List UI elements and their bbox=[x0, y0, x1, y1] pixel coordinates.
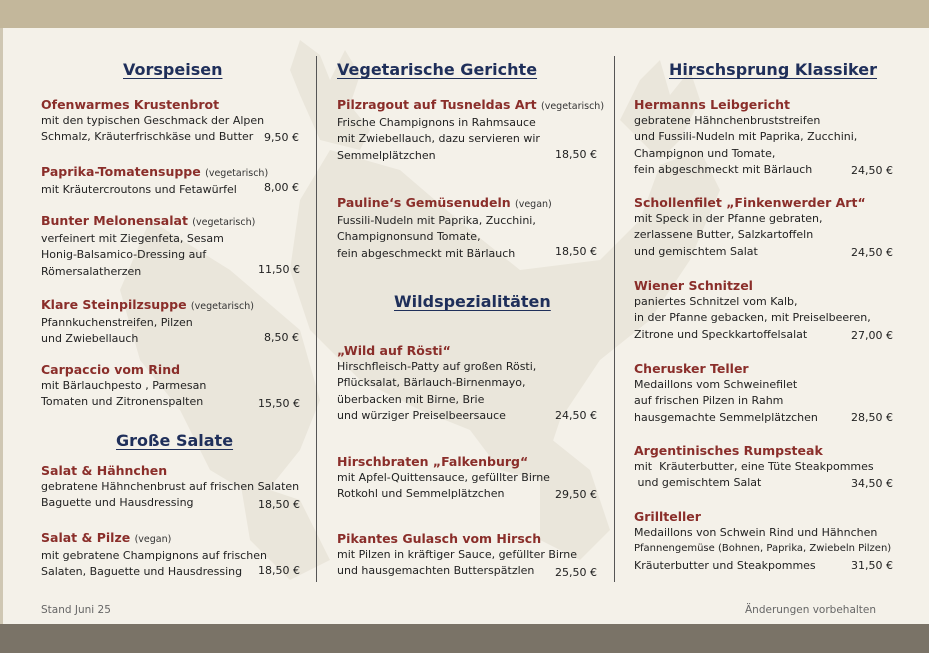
item-name: Bunter Melonensalat bbox=[41, 213, 188, 228]
item-desc: paniertes Schnitzel vom Kalb, bbox=[634, 295, 798, 308]
item-desc: Hirschfleisch-Patty auf großen Rösti, bbox=[337, 360, 537, 373]
item-price: 9,50 € bbox=[264, 131, 299, 144]
item-desc: und gemischtem Salat bbox=[634, 476, 762, 490]
item-desc: mit Kräutercroutons und Fetawürfel bbox=[41, 183, 237, 196]
item-name: Pikantes Gulasch vom Hirsch bbox=[337, 531, 542, 546]
item-desc: und Fussili-Nudeln mit Paprika, Zucchini, bbox=[634, 130, 858, 144]
section-title-wildspezialitaeten: Wildspezialitäten bbox=[394, 292, 551, 311]
section-title-vegetarische-gerichte: Vegetarische Gerichte bbox=[337, 60, 538, 79]
menu-item-wild-auf-roesti bbox=[337, 343, 536, 424]
section-title-klassiker: Hirschsprung Klassiker bbox=[669, 60, 877, 79]
item-desc: Champignonsund Tomate, bbox=[337, 230, 481, 244]
section-title-vorspeisen: Vorspeisen bbox=[123, 60, 223, 79]
item-desc: Fussili-Nudeln mit Paprika, Zucchini, bbox=[337, 214, 536, 227]
item-desc: Tomaten und Zitronenspalten bbox=[41, 395, 204, 409]
item-note: (vegetarisch) bbox=[205, 168, 269, 179]
item-desc: zerlassene Butter, Salzkartoffeln bbox=[634, 228, 814, 242]
item-desc: mit Apfel-Quittensauce, gefüllter Birne bbox=[337, 471, 550, 484]
item-name: Pilzragout auf Tusneldas Art bbox=[337, 97, 537, 112]
item-name: Ofenwarmes Krustenbrot bbox=[41, 97, 220, 112]
item-desc: gebratene Hähnchenbruststreifen bbox=[634, 114, 821, 127]
item-note: (vegan) bbox=[134, 534, 172, 545]
item-note: (vegetarisch) bbox=[541, 101, 605, 112]
item-desc: mit Bärlauchpesto , Parmesan bbox=[41, 379, 207, 392]
item-price: 31,50 € bbox=[851, 559, 893, 572]
menu-item-wiener-schnitzel bbox=[634, 278, 871, 343]
menu-item-rumpsteak bbox=[634, 443, 874, 492]
item-price: 27,00 € bbox=[851, 329, 893, 342]
item-desc: auf frischen Pilzen in Rahm bbox=[634, 394, 784, 408]
item-name: Klare Steinpilzsuppe bbox=[41, 297, 187, 312]
menu-item-cherusker-teller bbox=[634, 361, 818, 426]
item-price: 28,50 € bbox=[851, 411, 893, 424]
item-name: Argentinisches Rumpsteak bbox=[634, 443, 823, 458]
item-price: 29,50 € bbox=[555, 488, 597, 501]
item-desc: Zitrone und Speckkartoffelsalat bbox=[634, 327, 808, 341]
menu-item-melonensalat bbox=[41, 213, 255, 280]
item-name: Salat & Hähnchen bbox=[41, 463, 168, 478]
item-desc: Römersalatherzen bbox=[41, 264, 142, 278]
menu-item-hirschbraten bbox=[337, 454, 550, 503]
menu-item-steinpilzsuppe bbox=[41, 297, 254, 348]
item-price: 18,50 € bbox=[555, 148, 597, 161]
menu-item-schollenfilet bbox=[634, 195, 866, 260]
item-desc: Honig-Balsamico-Dressing auf bbox=[41, 248, 207, 262]
item-price: 8,50 € bbox=[264, 331, 299, 344]
menu-item-salat-pilze bbox=[41, 530, 267, 581]
column-divider-1 bbox=[316, 56, 317, 582]
item-desc: mit Speck in der Pfanne gebraten, bbox=[634, 212, 823, 225]
item-desc: in der Pfanne gebacken, mit Preiselbeeren, bbox=[634, 311, 871, 325]
item-desc: fein abgeschmeckt mit Bärlauch bbox=[337, 246, 516, 260]
item-desc: Salaten, Baguette und Hausdressing bbox=[41, 565, 243, 579]
item-desc: Pflücksalat, Bärlauch-Birnenmayo, bbox=[337, 376, 526, 390]
menu-item-carpaccio bbox=[41, 362, 206, 411]
menu-item-leibgericht bbox=[634, 97, 857, 178]
item-name: Cherusker Teller bbox=[634, 361, 749, 376]
item-price: 24,50 € bbox=[555, 409, 597, 422]
item-name: Hirschbraten „Falkenburg“ bbox=[337, 454, 529, 469]
menu-item-krustenbrot bbox=[41, 97, 264, 146]
item-desc: Kräuterbutter und Steakpommes bbox=[634, 558, 816, 572]
bottom-banner bbox=[0, 624, 929, 653]
item-name: Hermanns Leibgericht bbox=[634, 97, 790, 112]
item-desc: mit Kräuterbutter, eine Tüte Steakpommes bbox=[634, 460, 874, 473]
item-note: (vegan) bbox=[515, 199, 552, 210]
item-desc: Frische Champignons in Rahmsauce bbox=[337, 116, 536, 129]
item-name: Carpaccio vom Rind bbox=[41, 362, 181, 377]
item-desc: und hausgemachten Butterspätzlen bbox=[337, 564, 535, 578]
item-desc: Champignon und Tomate, bbox=[634, 146, 776, 160]
item-name: Grillteller bbox=[634, 509, 701, 524]
item-price: 18,50 € bbox=[555, 245, 597, 258]
item-price: 34,50 € bbox=[851, 477, 893, 490]
item-desc: und würziger Preiselbeersauce bbox=[337, 408, 506, 422]
item-name: Schollenfilet „Finkenwerder Art“ bbox=[634, 195, 866, 210]
item-desc: Rotkohl und Semmelplätzchen bbox=[337, 487, 505, 501]
item-name: Salat & Pilze bbox=[41, 530, 131, 545]
item-price: 15,50 € bbox=[258, 397, 300, 410]
item-desc: hausgemachte Semmelplätzchen bbox=[634, 410, 818, 424]
item-desc: und Zwiebellauch bbox=[41, 332, 139, 346]
item-desc: mit Pilzen in kräftiger Sauce, gefüllter Birne bbox=[337, 548, 578, 561]
item-desc: gebratene Hähnchenbrust auf frischen Salaten bbox=[41, 480, 300, 493]
menu-item-gemuesenudeln bbox=[337, 195, 552, 262]
item-desc: verfeinert mit Ziegenfeta, Sesam bbox=[41, 232, 224, 245]
item-desc: Medaillons vom Schweinefilet bbox=[634, 378, 798, 391]
menu-item-paprika-tomatensuppe bbox=[41, 164, 268, 198]
item-desc: Medaillons von Schwein Rind und Hähnchen bbox=[634, 526, 878, 539]
footer-disclaimer: Änderungen vorbehalten bbox=[745, 604, 877, 616]
menu-item-gulasch bbox=[337, 531, 577, 580]
item-name: „Wild auf Rösti“ bbox=[337, 343, 451, 358]
footer-date: Stand Juni 25 bbox=[41, 604, 111, 616]
item-desc: Schmalz, Kräuterfrischkäse und Butter bbox=[41, 130, 254, 144]
column-divider-2 bbox=[614, 56, 615, 582]
item-desc: Pfannengemüse (Bohnen, Paprika, Zwiebeln Pilzen) bbox=[634, 543, 892, 555]
section-title-grosse-salate: Große Salate bbox=[116, 431, 234, 450]
item-desc: und gemischtem Salat bbox=[634, 244, 758, 258]
item-price: 18,50 € bbox=[258, 564, 300, 577]
item-desc: überbacken mit Birne, Brie bbox=[337, 392, 485, 406]
item-note: (vegetarisch) bbox=[190, 301, 254, 312]
item-desc: Baguette und Hausdressing bbox=[41, 496, 194, 510]
item-name: Paprika-Tomatensuppe bbox=[41, 164, 201, 179]
item-desc: mit gebratene Champignons auf frischen bbox=[41, 549, 267, 562]
item-price: 24,50 € bbox=[851, 164, 893, 177]
item-desc: Pfannkuchenstreifen, Pilzen bbox=[41, 316, 193, 329]
item-price: 11,50 € bbox=[258, 263, 300, 276]
item-desc: fein abgeschmeckt mit Bärlauch bbox=[634, 162, 813, 176]
item-price: 24,50 € bbox=[851, 246, 893, 259]
item-price: 25,50 € bbox=[555, 566, 597, 579]
item-desc: mit den typischen Geschmack der Alpen bbox=[41, 114, 265, 127]
item-note: (vegetarisch) bbox=[192, 217, 256, 228]
item-name: Pauline‘s Gemüsenudeln bbox=[337, 195, 511, 210]
item-price: 18,50 € bbox=[258, 498, 300, 511]
item-desc: mit Zwiebellauch, dazu servieren wir bbox=[337, 132, 540, 146]
item-price: 8,00 € bbox=[264, 181, 299, 194]
item-desc: Semmelplätzchen bbox=[337, 148, 436, 162]
item-name: Wiener Schnitzel bbox=[634, 278, 753, 293]
